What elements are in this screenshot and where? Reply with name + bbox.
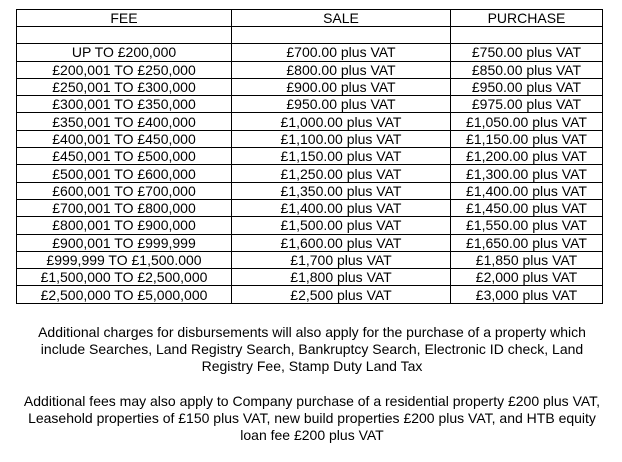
table-row xyxy=(17,113,603,130)
sale-fee-cell: £1,400.00 plus VAT xyxy=(232,199,451,216)
sale-fee-cell: £1,350.00 plus VAT xyxy=(232,182,451,199)
table-row xyxy=(17,78,603,95)
notes xyxy=(14,324,610,462)
sale-fee-cell: £1,100.00 plus VAT xyxy=(232,130,451,147)
fee-range-cell: £450,001 TO £500,000 xyxy=(17,148,232,165)
table-row xyxy=(17,96,603,113)
purchase-fee-cell: £1,400.00 plus VAT xyxy=(451,182,603,199)
table-row xyxy=(17,44,603,61)
fee-range-cell: £500,001 TO £600,000 xyxy=(17,165,232,182)
purchase-fee-cell: £1,050.00 plus VAT xyxy=(451,113,603,130)
purchase-fee-cell: £850.00 plus VAT xyxy=(451,61,603,78)
sale-fee-cell: £1,600.00 plus VAT xyxy=(232,234,451,251)
sale-fee-cell: £1,250.00 plus VAT xyxy=(232,165,451,182)
purchase-fee-cell: £950.00 plus VAT xyxy=(451,78,603,95)
fee-range-cell: £2,500,000 TO £5,000,000 xyxy=(17,286,232,303)
sale-fee-cell: £950.00 plus VAT xyxy=(232,96,451,113)
table-row xyxy=(17,130,603,147)
sale-fee-cell: £900.00 plus VAT xyxy=(232,78,451,95)
purchase-fee-cell: £3,000 plus VAT xyxy=(451,286,603,303)
sale-fee-cell: £1,150.00 plus VAT xyxy=(232,148,451,165)
sale-fee-cell: £1,000.00 plus VAT xyxy=(232,113,451,130)
purchase-fee-cell: £1,650.00 plus VAT xyxy=(451,234,603,251)
purchase-fee-cell: £1,850 plus VAT xyxy=(451,251,603,268)
fee-range-cell: £350,001 TO £400,000 xyxy=(17,113,232,130)
blank-cell xyxy=(232,27,451,44)
purchase-fee-cell: £1,150.00 plus VAT xyxy=(451,130,603,147)
fee-range-cell: UP TO £200,000 xyxy=(17,44,232,61)
purchase-fee-cell: £1,450.00 plus VAT xyxy=(451,199,603,216)
sale-fee-cell: £1,800 plus VAT xyxy=(232,269,451,286)
table-row xyxy=(17,251,603,268)
purchase-fee-cell: £1,300.00 plus VAT xyxy=(451,165,603,182)
table-row xyxy=(17,61,603,78)
fee-table xyxy=(16,9,603,304)
sale-fee-cell: £2,500 plus VAT xyxy=(232,286,451,303)
note-additional-fees: Additional fees may also apply to Company purchase of a residential property £200 plus VAT, Leasehold properties of £150 plus VAT, new build properties £200 plus VAT, and HTB equity loan fee £200 plus VAT xyxy=(23,393,601,443)
fee-range-cell: £900,001 TO £999,999 xyxy=(17,234,232,251)
table-row xyxy=(17,148,603,165)
header-fee: FEE xyxy=(17,10,232,27)
purchase-fee-cell: £750.00 plus VAT xyxy=(451,44,603,61)
sale-fee-cell: £800.00 plus VAT xyxy=(232,61,451,78)
purchase-fee-cell: £1,200.00 plus VAT xyxy=(451,148,603,165)
table-row xyxy=(17,165,603,182)
header-purchase: PURCHASE xyxy=(451,10,603,27)
fee-range-cell: £300,001 TO £350,000 xyxy=(17,96,232,113)
table-row xyxy=(17,234,603,251)
purchase-fee-cell: £2,000 plus VAT xyxy=(451,269,603,286)
fee-range-cell: £250,001 TO £300,000 xyxy=(17,78,232,95)
fee-range-cell: £800,001 TO £900,000 xyxy=(17,217,232,234)
header-sale: SALE xyxy=(232,10,451,27)
table-row xyxy=(17,286,603,303)
blank-cell xyxy=(451,27,603,44)
table-row xyxy=(17,182,603,199)
fee-range-cell: £200,001 TO £250,000 xyxy=(17,61,232,78)
table-row xyxy=(17,199,603,216)
table-header-row xyxy=(17,10,603,27)
sale-fee-cell: £700.00 plus VAT xyxy=(232,44,451,61)
sale-fee-cell: £1,700 plus VAT xyxy=(232,251,451,268)
fee-range-cell: £400,001 TO £450,000 xyxy=(17,130,232,147)
table-row xyxy=(17,217,603,234)
fee-range-cell: £600,001 TO £700,000 xyxy=(17,182,232,199)
blank-row xyxy=(17,27,603,44)
purchase-fee-cell: £1,550.00 plus VAT xyxy=(451,217,603,234)
sale-fee-cell: £1,500.00 plus VAT xyxy=(232,217,451,234)
fee-table-body xyxy=(17,27,603,303)
blank-cell xyxy=(17,27,232,44)
fee-range-cell: £999,999 TO £1,500.000 xyxy=(17,251,232,268)
purchase-fee-cell: £975.00 plus VAT xyxy=(451,96,603,113)
fee-range-cell: £700,001 TO £800,000 xyxy=(17,199,232,216)
note-disbursements: Additional charges for disbursements will also apply for the purchase of a property which include Searches, Land Registry Search, Bankruptcy Search, Electronic ID check, Land Registry Fee, Stamp Duty Land Tax xyxy=(38,324,586,374)
table-row xyxy=(17,269,603,286)
fee-range-cell: £1,500,000 TO £2,500,000 xyxy=(17,269,232,286)
